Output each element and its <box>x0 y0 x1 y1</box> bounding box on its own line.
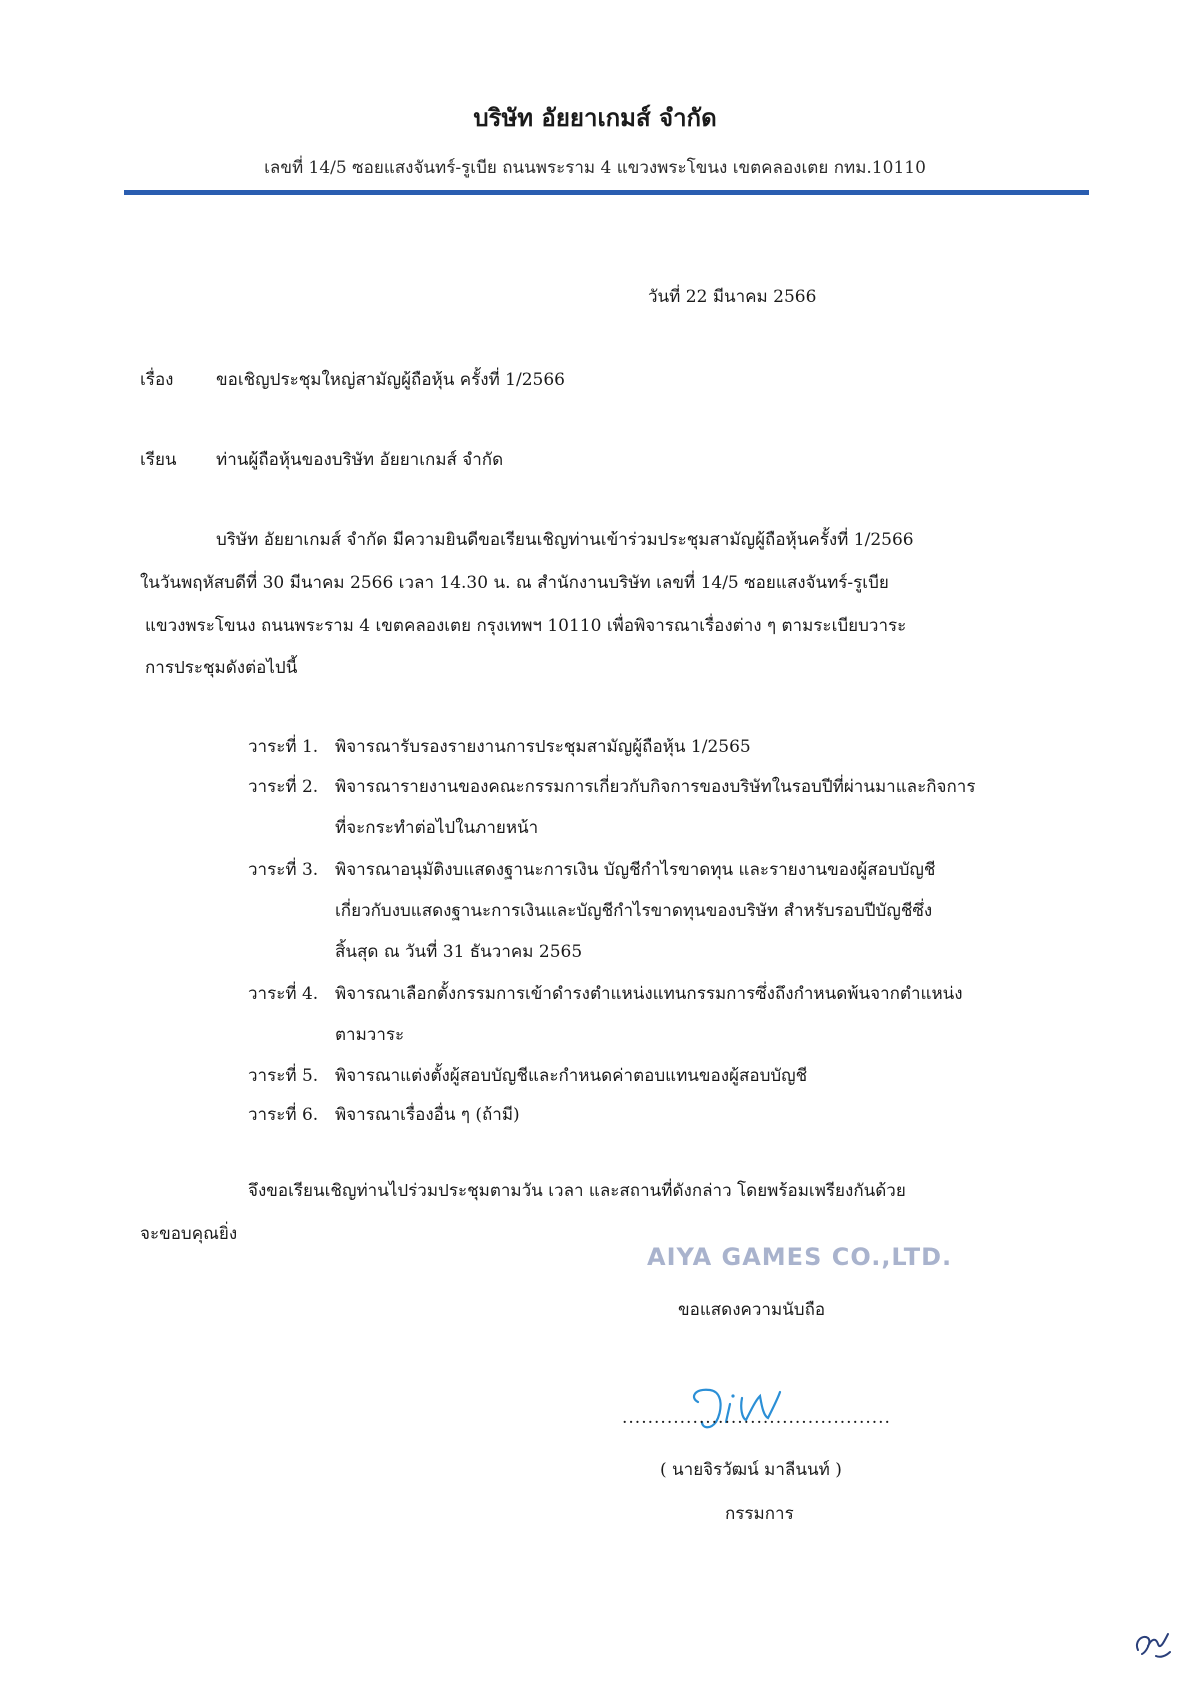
agenda-item-1-text: พิจารณารับรองรายงานการประชุมสามัญผู้ถือหุ้น 1/2565 <box>335 737 751 757</box>
closing-line: จะขอบคุณยิ่ง <box>140 1224 238 1244</box>
company-stamp: AIYA GAMES CO.,LTD. <box>647 1243 953 1271</box>
agenda-item-5-text: พิจารณาแต่งตั้งผู้สอบบัญชีและกำหนดค่าตอบแทนของผู้สอบบัญชี <box>335 1066 808 1086</box>
agenda-item-4-label: วาระที่ 4. <box>248 984 319 1004</box>
body-line: ในวันพฤหัสบดีที่ 30 มีนาคม 2566 เวลา 14.30 น. ณ สำนักงานบริษัท เลขที่ 14/5 ซอยแสงจันทร์-รูเบีย <box>140 573 889 593</box>
letter-date: วันที่ 22 มีนาคม 2566 <box>648 287 817 307</box>
agenda-item-6-label: วาระที่ 6. <box>248 1105 319 1125</box>
initials-icon <box>1128 1620 1174 1666</box>
agenda-item-3-label: วาระที่ 3. <box>248 860 319 880</box>
agenda-item-3-text: เกี่ยวกับงบแสดงฐานะการเงินและบัญชีกำไรขาดทุนของบริษัท สำหรับรอบปีบัญชีซึ่ง <box>335 901 933 921</box>
agenda-item-4-text: พิจารณาเลือกตั้งกรรมการเข้าดำรงตำแหน่งแทนกรรมการซึ่งถึงกำหนดพ้นจากตำแหน่ง <box>335 984 963 1004</box>
salutation-label: เรียน <box>140 450 177 470</box>
agenda-item-1-label: วาระที่ 1. <box>248 737 319 757</box>
signer-title: กรรมการ <box>725 1504 794 1524</box>
company-address: เลขที่ 14/5 ซอยแสงจันทร์-รูเบีย ถนนพระราม 4 แขวงพระโขนง เขตคลองเตย กทม.10110 <box>264 158 926 178</box>
body-line: แขวงพระโขนง ถนนพระราม 4 เขตคลองเตย กรุงเทพฯ 10110 เพื่อพิจารณาเรื่องต่าง ๆ ตามระเบียบวาระ <box>145 616 907 636</box>
company-name: บริษัท อัยยาเกมส์ จำกัด <box>473 103 717 132</box>
salutation-text: ท่านผู้ถือหุ้นของบริษัท อัยยาเกมส์ จำกัด <box>216 450 504 470</box>
agenda-item-3-text: สิ้นสุด ณ วันที่ 31 ธันวาคม 2565 <box>335 942 583 962</box>
subject-label: เรื่อง <box>140 370 174 390</box>
agenda-item-5-label: วาระที่ 5. <box>248 1066 319 1086</box>
signer-name: ( นายจิรวัฒน์ มาลีนนท์ ) <box>660 1460 842 1480</box>
closing-line: จึงขอเรียนเชิญท่านไปร่วมประชุมตามวัน เวลา และสถานที่ดังกล่าว โดยพร้อมเพรียงกันด้วย <box>248 1181 906 1201</box>
body-line: การประชุมดังต่อไปนี้ <box>145 658 298 678</box>
regards-text: ขอแสดงความนับถือ <box>678 1300 826 1320</box>
agenda-item-4-text: ตามวาระ <box>335 1025 405 1045</box>
agenda-item-2-text: ที่จะกระทำต่อไปในภายหน้า <box>335 818 539 838</box>
body-line: บริษัท อัยยาเกมส์ จำกัด มีความยินดีขอเรียนเชิญท่านเข้าร่วมประชุมสามัญผู้ถือหุ้นครั้งที่ 1/2566 <box>216 530 914 550</box>
agenda-item-3-text: พิจารณาอนุมัติงบแสดงฐานะการเงิน บัญชีกำไรขาดทุน และรายงานของผู้สอบบัญชี <box>335 860 936 880</box>
subject-text: ขอเชิญประชุมใหญ่สามัญผู้ถือหุ้น ครั้งที่ 1/2566 <box>216 370 565 390</box>
agenda-item-6-text: พิจารณาเรื่องอื่น ๆ (ถ้ามี) <box>335 1105 520 1125</box>
header-rule <box>124 190 1089 195</box>
agenda-item-2-text: พิจารณารายงานของคณะกรรมการเกี่ยวกับกิจการของบริษัทในรอบปีที่ผ่านมาและกิจการ <box>335 777 976 797</box>
signature-line: .......................................... <box>622 1408 891 1428</box>
agenda-item-2-label: วาระที่ 2. <box>248 777 319 797</box>
